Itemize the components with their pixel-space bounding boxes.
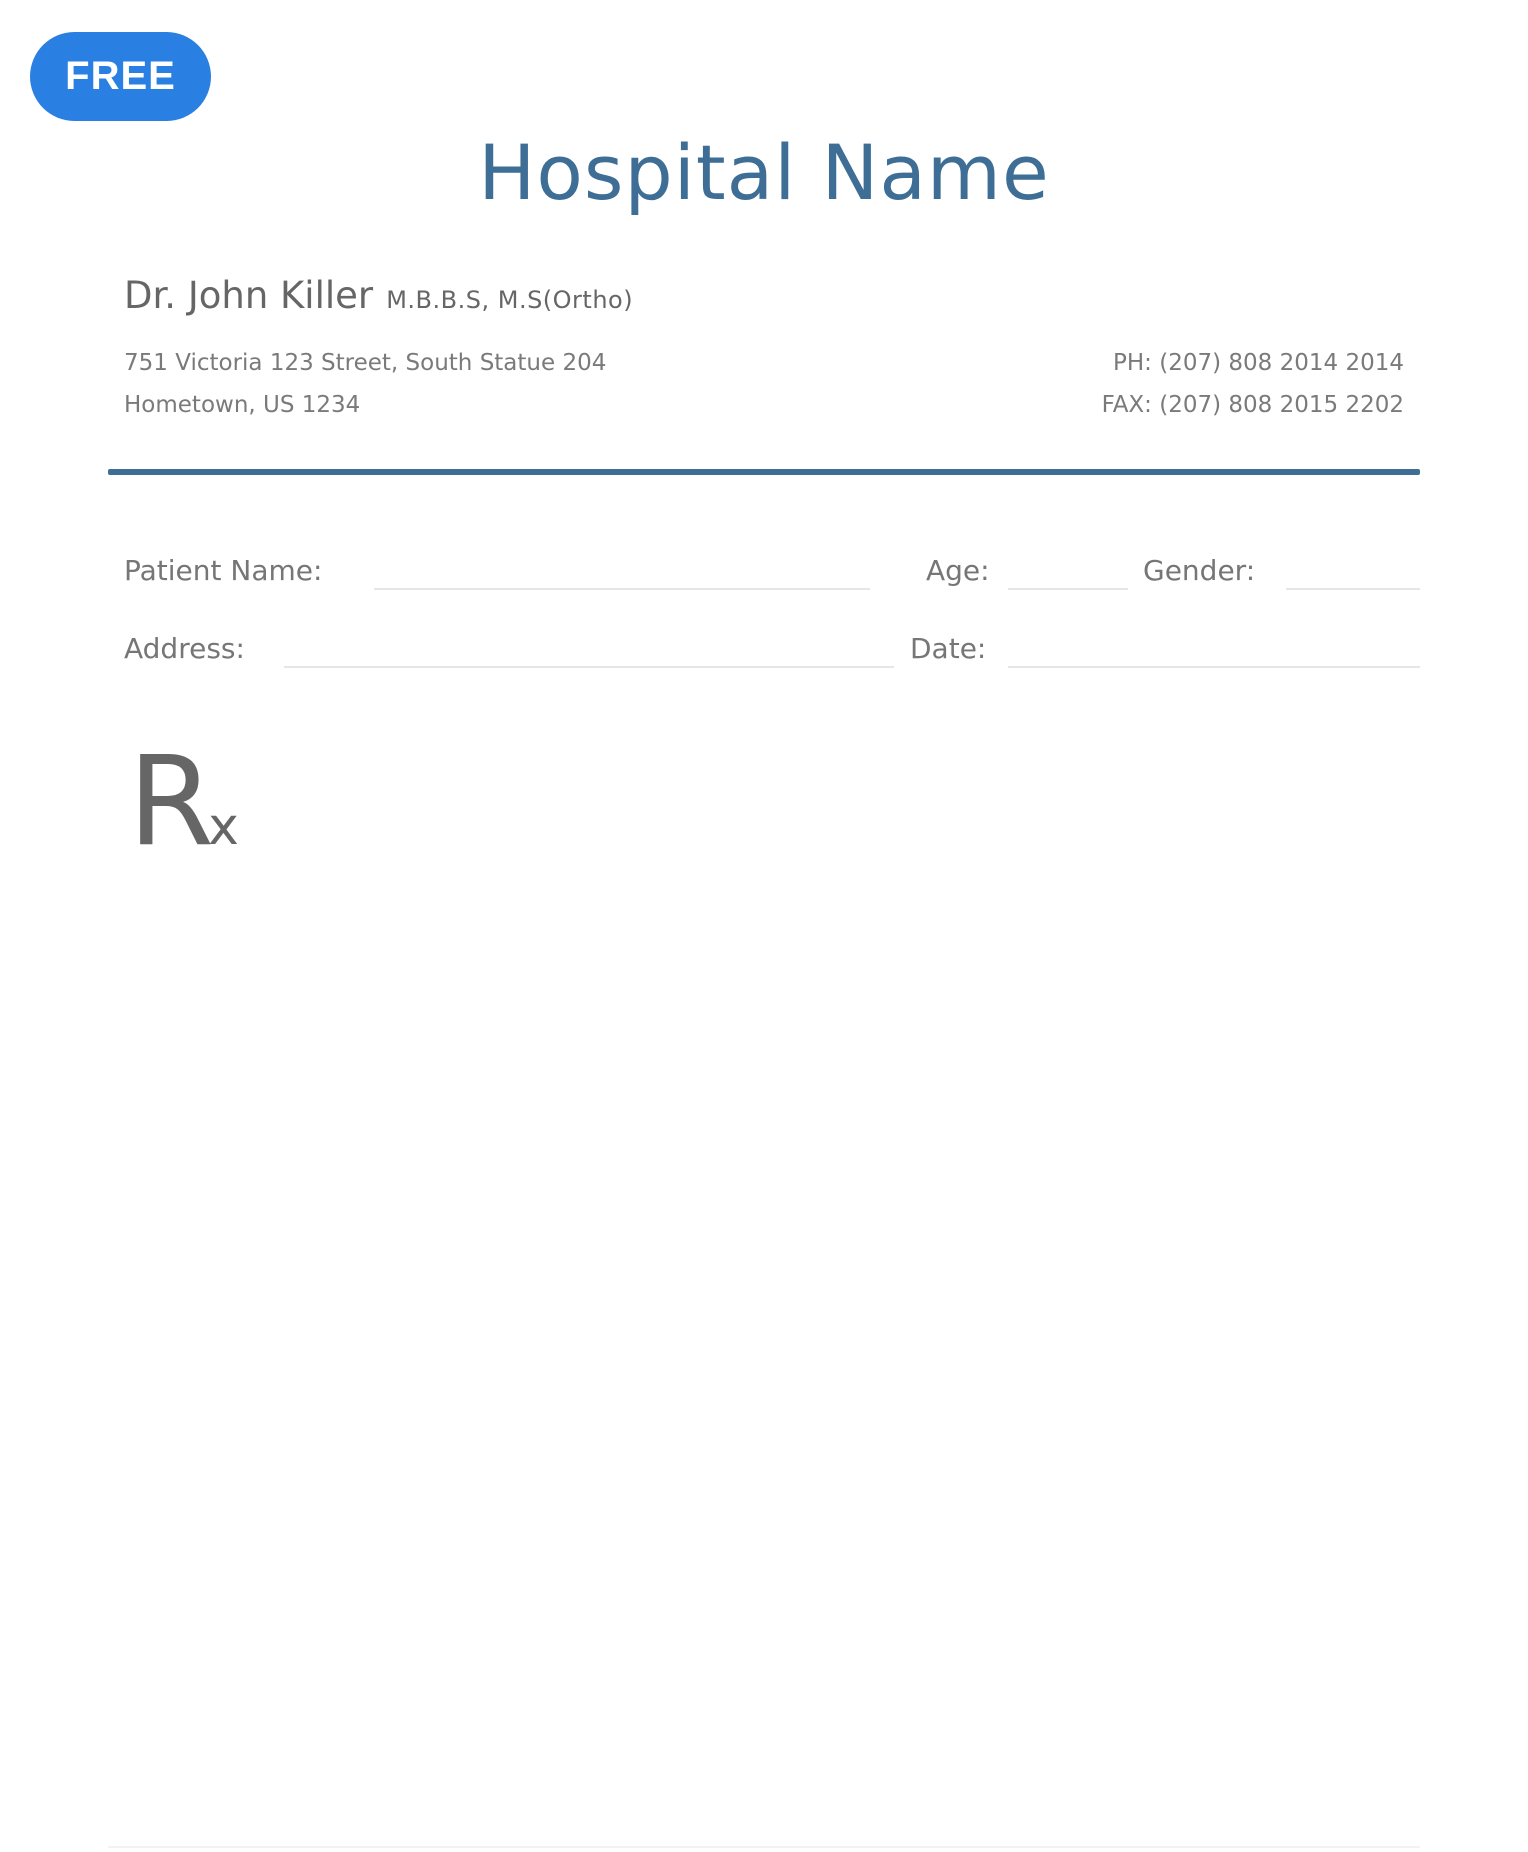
phone-number: PH: (207) 808 2014 2014 (1113, 350, 1404, 376)
gender-field[interactable] (1286, 588, 1420, 590)
free-badge-button[interactable]: FREE (30, 32, 211, 121)
bottom-border (108, 1846, 1420, 1848)
rx-r: R (128, 730, 215, 874)
doctor-qualifications: M.B.B.S, M.S(Ortho) (386, 286, 634, 314)
patient-name-field[interactable] (374, 588, 870, 590)
address-field[interactable] (284, 666, 894, 668)
header-divider (108, 469, 1420, 475)
date-label: Date: (910, 632, 987, 665)
rx-symbol (128, 730, 239, 874)
address-line-1: 751 Victoria 123 Street, South Statue 204 (124, 350, 607, 376)
rx-x: x (208, 797, 239, 857)
fax-number: FAX: (207) 808 2015 2202 (1101, 392, 1404, 418)
doctor-info (124, 274, 633, 317)
age-field[interactable] (1008, 588, 1128, 590)
doctor-name: Dr. John Killer (124, 274, 374, 317)
address-label: Address: (124, 632, 245, 665)
hospital-name-title: Hospital Name (478, 128, 1050, 217)
date-field[interactable] (1008, 666, 1420, 668)
age-label: Age: (926, 554, 990, 587)
gender-label: Gender: (1143, 554, 1256, 587)
address-line-2: Hometown, US 1234 (124, 392, 361, 418)
patient-name-label: Patient Name: (124, 554, 323, 587)
